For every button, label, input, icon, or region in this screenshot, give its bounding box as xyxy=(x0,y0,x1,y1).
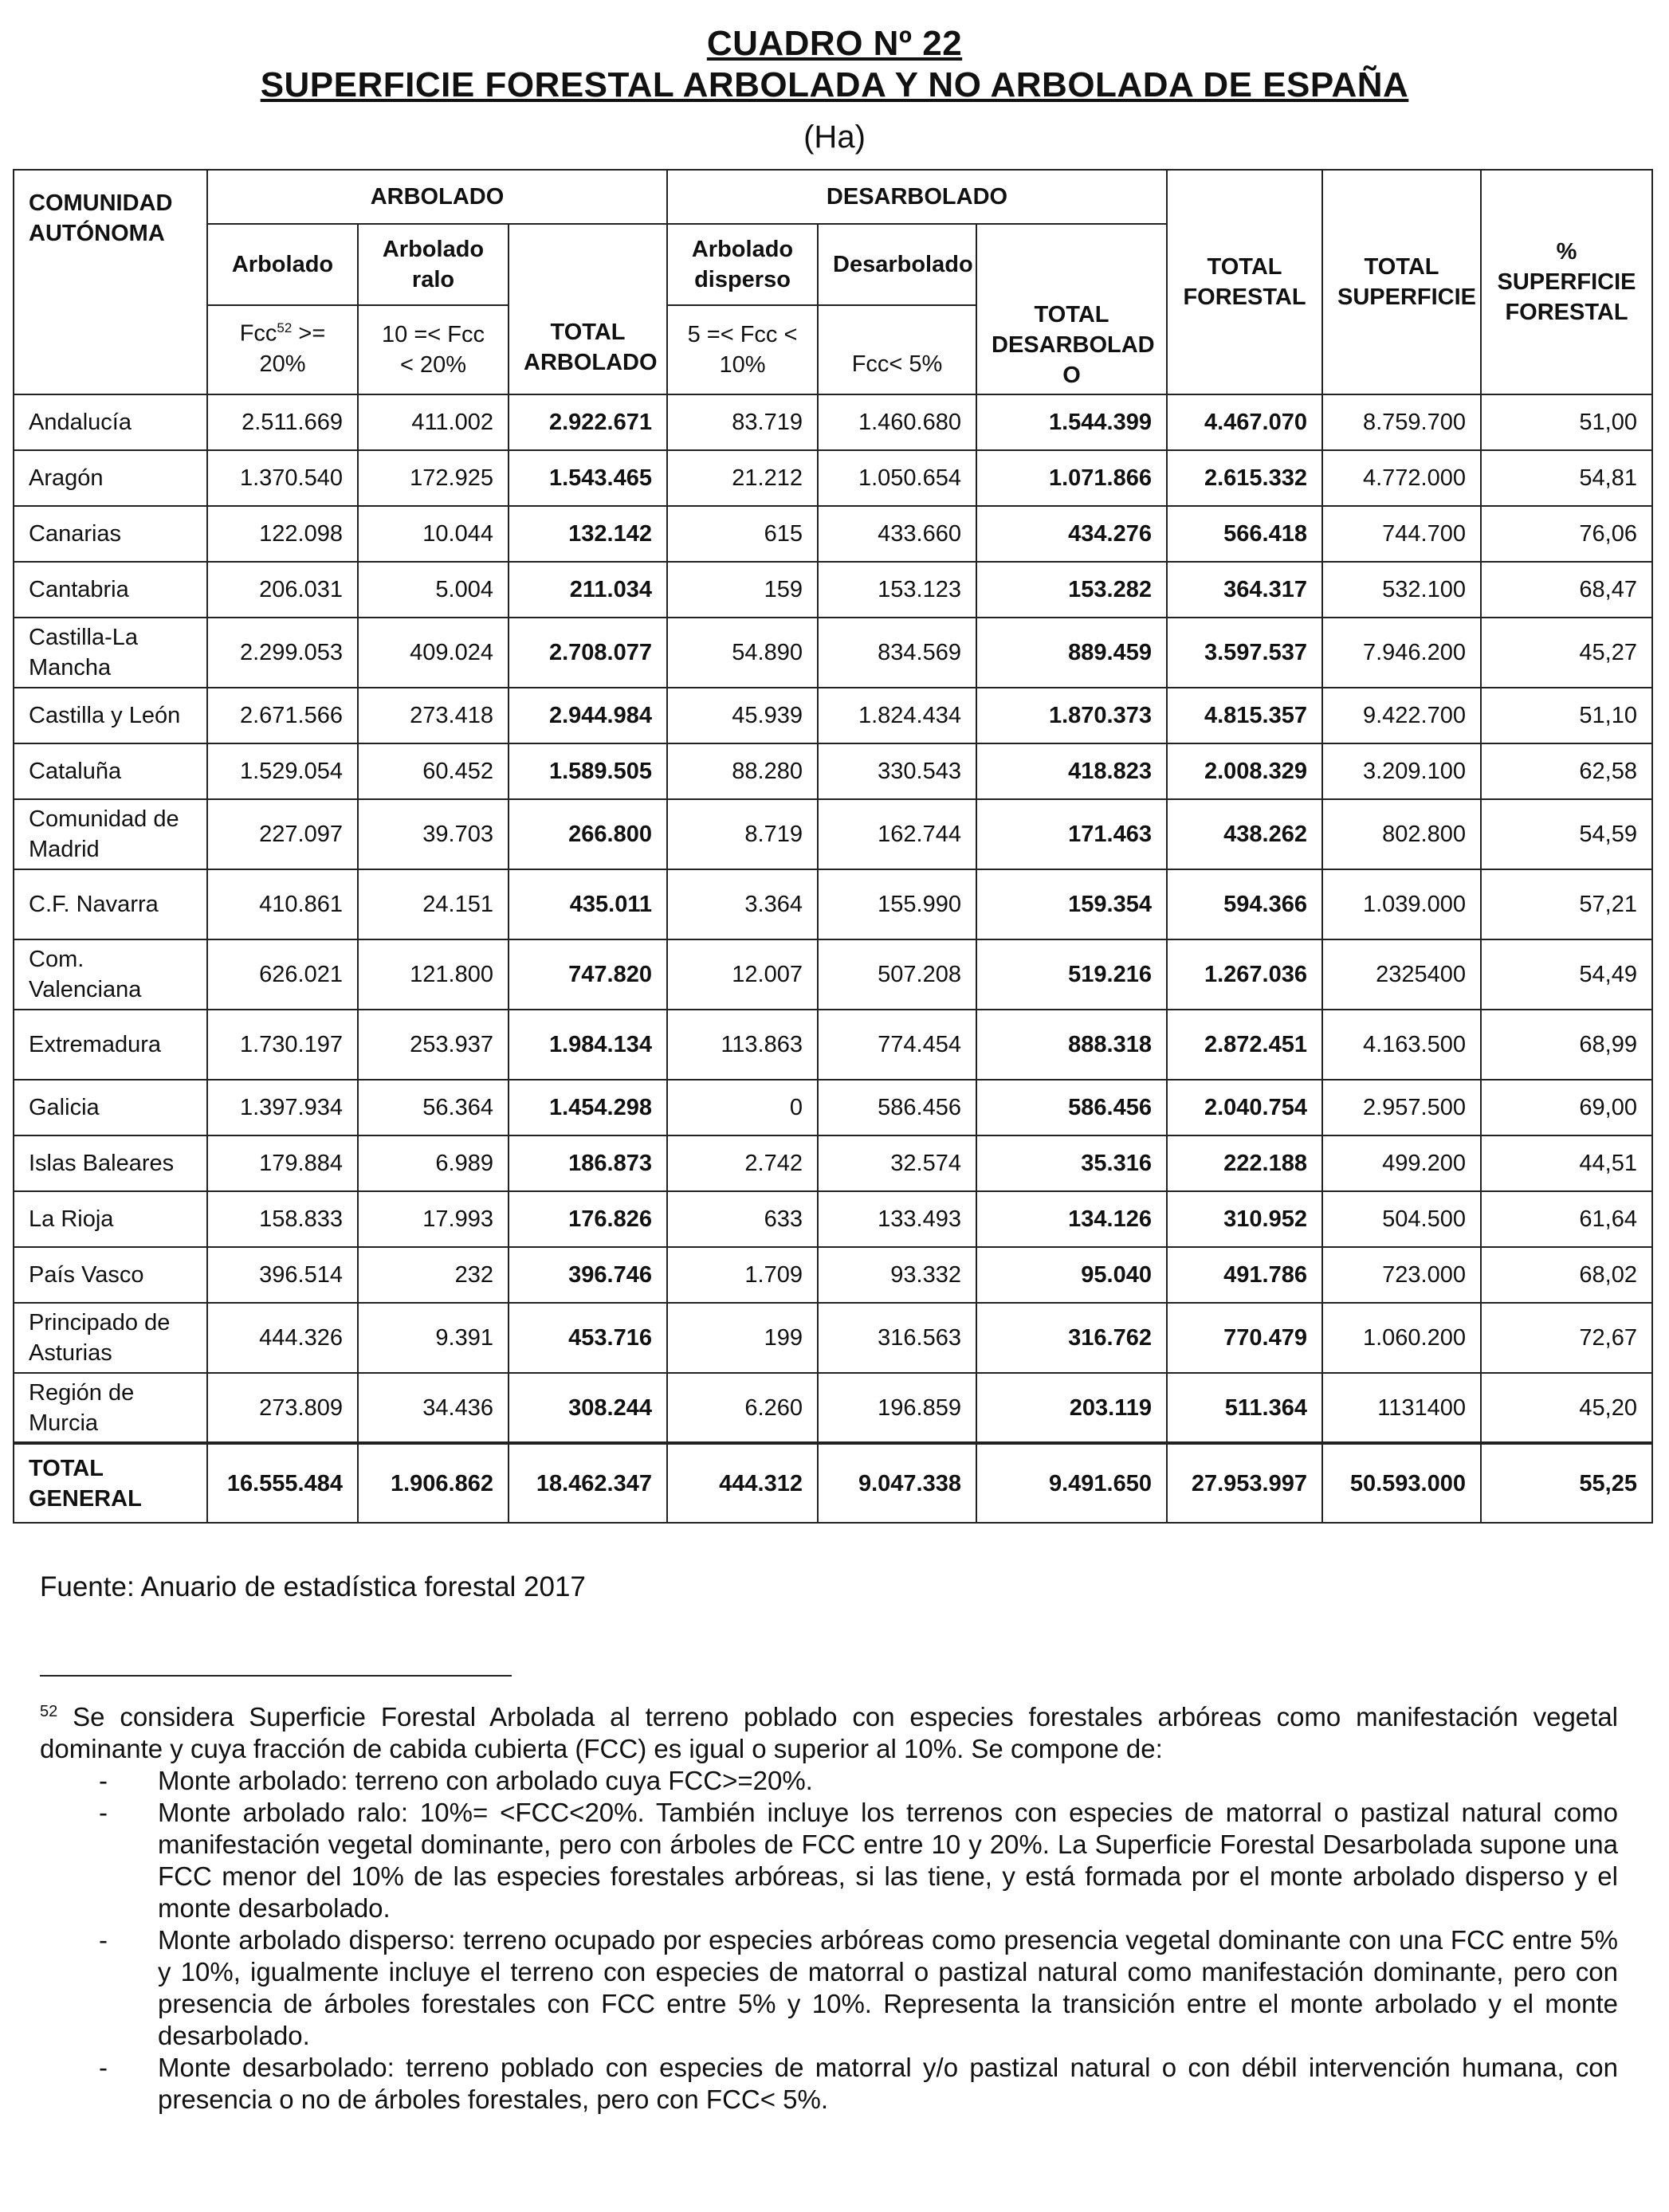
value-cell: 8.719 xyxy=(667,799,818,869)
value-cell: 834.569 xyxy=(818,618,976,688)
value-cell: 2.922.671 xyxy=(509,394,667,450)
value-cell: 61,64 xyxy=(1481,1191,1652,1247)
value-cell: 27.953.997 xyxy=(1167,1443,1322,1523)
value-cell: 1.709 xyxy=(667,1247,818,1303)
region-name-cell: Islas Baleares xyxy=(14,1135,207,1191)
value-cell: 1.906.862 xyxy=(358,1443,509,1523)
value-cell: 55,25 xyxy=(1481,1443,1652,1523)
value-cell: 155.990 xyxy=(818,869,976,939)
value-cell: 56.364 xyxy=(358,1080,509,1135)
value-cell: 330.543 xyxy=(818,743,976,799)
value-cell: 68,47 xyxy=(1481,562,1652,618)
header-comunidad: COMUNIDAD AUTÓNOMA xyxy=(14,170,207,394)
value-cell: 774.454 xyxy=(818,1010,976,1080)
value-cell: 51,00 xyxy=(1481,394,1652,450)
value-cell: 889.459 xyxy=(976,618,1167,688)
table-row xyxy=(14,688,1652,743)
table-row xyxy=(14,743,1652,799)
value-cell: 594.366 xyxy=(1167,869,1322,939)
value-cell: 211.034 xyxy=(509,562,667,618)
region-name-cell: Extremadura xyxy=(14,1010,207,1080)
value-cell: 802.800 xyxy=(1322,799,1481,869)
value-cell: 444.312 xyxy=(667,1443,818,1523)
value-cell: 172.925 xyxy=(358,450,509,506)
value-cell: 5.004 xyxy=(358,562,509,618)
header-total-arbolado: TOTAL ARBOLADO xyxy=(509,224,667,394)
footnote-item-text: Monte arbolado disperso: terreno ocupado por especies arbóreas como presencia vegetal dominante con una FCC entre 5% y 10%, igualmente incluye el terreno con especies de matorral o pastizal natural como manifestación dominante, pero con presencia de árboles forestales con FCC entre 5% y 10%. Representa la transición entre el monte arbolado y el monte desarbolado. xyxy=(158,1925,1618,2050)
footnote-dash: - xyxy=(99,2053,108,2082)
header-arbolado-disperso: Arbolado disperso xyxy=(667,224,818,305)
value-cell: 68,99 xyxy=(1481,1010,1652,1080)
value-cell: 3.364 xyxy=(667,869,818,939)
value-cell: 316.563 xyxy=(818,1303,976,1373)
region-name-cell: Canarias xyxy=(14,506,207,562)
value-cell: 1.039.000 xyxy=(1322,869,1481,939)
value-cell: 770.479 xyxy=(1167,1303,1322,1373)
value-cell: 2.299.053 xyxy=(207,618,358,688)
value-cell: 586.456 xyxy=(976,1080,1167,1135)
value-cell: 45.939 xyxy=(667,688,818,743)
value-cell: 44,51 xyxy=(1481,1135,1652,1191)
value-cell: 34.436 xyxy=(358,1373,509,1443)
value-cell: 69,00 xyxy=(1481,1080,1652,1135)
value-cell: 134.126 xyxy=(976,1191,1167,1247)
value-cell: 396.746 xyxy=(509,1247,667,1303)
value-cell: 9.491.650 xyxy=(976,1443,1167,1523)
value-cell: 54,81 xyxy=(1481,450,1652,506)
region-name-cell: La Rioja xyxy=(14,1191,207,1247)
region-name-cell: Principado de Asturias xyxy=(14,1303,207,1373)
header-desarbolado-group: DESARBOLADO xyxy=(667,170,1167,224)
value-cell: 171.463 xyxy=(976,799,1167,869)
value-cell: 72,67 xyxy=(1481,1303,1652,1373)
table-row xyxy=(14,1247,1652,1303)
footnote-intro: $^{52}$ Se considera Superficie Forestal Arbolada al terreno poblado con especies forestales arbóreas como manifestación vegetal dominante y cuya fracción de cabida cubierta (FCC) es igual o superior al 10%. Se compone de: xyxy=(40,1702,1618,1763)
value-cell: 273.809 xyxy=(207,1373,358,1443)
table-row xyxy=(14,869,1652,939)
value-cell: 433.660 xyxy=(818,506,976,562)
table-row xyxy=(14,394,1652,450)
table-row xyxy=(14,562,1652,618)
footnote-items xyxy=(40,1765,1618,2116)
value-cell: 1.370.540 xyxy=(207,450,358,506)
value-cell: 153.123 xyxy=(818,562,976,618)
value-cell: 2.040.754 xyxy=(1167,1080,1322,1135)
table-row xyxy=(14,1010,1652,1080)
table-body xyxy=(14,394,1652,1523)
value-cell: 586.456 xyxy=(818,1080,976,1135)
region-name-cell: Castilla-La Mancha xyxy=(14,618,207,688)
table-row xyxy=(14,450,1652,506)
value-cell: 50.593.000 xyxy=(1322,1443,1481,1523)
value-cell: 2.944.984 xyxy=(509,688,667,743)
table-row xyxy=(14,618,1652,688)
value-cell: 2.872.451 xyxy=(1167,1010,1322,1080)
value-cell: 35.316 xyxy=(976,1135,1167,1191)
value-cell: 1.267.036 xyxy=(1167,939,1322,1010)
value-cell: 410.861 xyxy=(207,869,358,939)
value-cell: 310.952 xyxy=(1167,1191,1322,1247)
value-cell: 54,59 xyxy=(1481,799,1652,869)
total-row xyxy=(14,1443,1652,1523)
value-cell: 499.200 xyxy=(1322,1135,1481,1191)
value-cell: 1.460.680 xyxy=(818,394,976,450)
value-cell: 9.422.700 xyxy=(1322,688,1481,743)
value-cell: 1.589.505 xyxy=(509,743,667,799)
value-cell: 121.800 xyxy=(358,939,509,1010)
value-cell: 1.071.866 xyxy=(976,450,1167,506)
value-cell: 60.452 xyxy=(358,743,509,799)
value-cell: 3.597.537 xyxy=(1167,618,1322,688)
value-cell: 54.890 xyxy=(667,618,818,688)
value-cell: 76,06 xyxy=(1481,506,1652,562)
value-cell: 45,20 xyxy=(1481,1373,1652,1443)
value-cell: 1.730.197 xyxy=(207,1010,358,1080)
value-cell: 88.280 xyxy=(667,743,818,799)
value-cell: 266.800 xyxy=(509,799,667,869)
region-name-cell: Com. Valenciana xyxy=(14,939,207,1010)
source-note: Fuente: Anuario de estadística forestal 2017 xyxy=(40,1571,586,1602)
value-cell: 57,21 xyxy=(1481,869,1652,939)
value-cell: 21.212 xyxy=(667,450,818,506)
region-name-cell: Cantabria xyxy=(14,562,207,618)
value-cell: 2.671.566 xyxy=(207,688,358,743)
header-arbolado-ralo: Arbolado ralo xyxy=(358,224,509,305)
value-cell: 1.984.134 xyxy=(509,1010,667,1080)
value-cell: 1.824.434 xyxy=(818,688,976,743)
table-number-title: CUADRO Nº 22 xyxy=(706,24,963,63)
footnote-dash: - xyxy=(99,1798,108,1827)
value-cell: 153.282 xyxy=(976,562,1167,618)
value-cell: 7.946.200 xyxy=(1322,618,1481,688)
value-cell: 18.462.347 xyxy=(509,1443,667,1523)
value-cell: 93.332 xyxy=(818,1247,976,1303)
value-cell: 1.060.200 xyxy=(1322,1303,1481,1373)
region-name-cell: Comunidad de Madrid xyxy=(14,799,207,869)
value-cell: 2.957.500 xyxy=(1322,1080,1481,1135)
value-cell: 491.786 xyxy=(1167,1247,1322,1303)
value-cell: 159.354 xyxy=(976,869,1167,939)
table-row xyxy=(14,799,1652,869)
value-cell: 133.493 xyxy=(818,1191,976,1247)
unit-label: (Ha) xyxy=(803,120,866,155)
value-cell: 507.208 xyxy=(818,939,976,1010)
value-cell: 444.326 xyxy=(207,1303,358,1373)
table-row xyxy=(14,1191,1652,1247)
value-cell: 511.364 xyxy=(1167,1373,1322,1443)
value-cell: 6.989 xyxy=(358,1135,509,1191)
value-cell: 227.097 xyxy=(207,799,358,869)
value-cell: 633 xyxy=(667,1191,818,1247)
value-cell: 6.260 xyxy=(667,1373,818,1443)
footnote-separator xyxy=(40,1675,512,1677)
value-cell: 4.815.357 xyxy=(1167,688,1322,743)
value-cell: 396.514 xyxy=(207,1247,358,1303)
value-cell: 45,27 xyxy=(1481,618,1652,688)
value-cell: 32.574 xyxy=(818,1135,976,1191)
value-cell: 2.742 xyxy=(667,1135,818,1191)
header-fcc-arbolado: Fcc$^{52}$ >= 20% xyxy=(207,305,358,394)
header-pct-superficie: % SUPERFICIE FORESTAL xyxy=(1481,170,1652,394)
header-desarbolado: Desarbolado xyxy=(818,224,976,305)
header-total-forestal: TOTAL FORESTAL xyxy=(1167,170,1322,394)
header-total-superficie: TOTAL SUPERFICIE xyxy=(1322,170,1481,394)
value-cell: 17.993 xyxy=(358,1191,509,1247)
value-cell: 2.511.669 xyxy=(207,394,358,450)
table-row xyxy=(14,1373,1652,1443)
value-cell: 222.188 xyxy=(1167,1135,1322,1191)
value-cell: 435.011 xyxy=(509,869,667,939)
region-name-cell: Cataluña xyxy=(14,743,207,799)
value-cell: 0 xyxy=(667,1080,818,1135)
forest-surface-table xyxy=(13,169,1653,1524)
value-cell: 199 xyxy=(667,1303,818,1373)
value-cell: 273.418 xyxy=(358,688,509,743)
value-cell: 723.000 xyxy=(1322,1247,1481,1303)
region-name-cell: Galicia xyxy=(14,1080,207,1135)
table-row xyxy=(14,1135,1652,1191)
header-fcc-desarbolado: Fcc< 5% xyxy=(818,305,976,394)
value-cell: 9.391 xyxy=(358,1303,509,1373)
region-name-cell: Andalucía xyxy=(14,394,207,450)
value-cell: 162.744 xyxy=(818,799,976,869)
value-cell: 1.870.373 xyxy=(976,688,1167,743)
region-name-cell: C.F. Navarra xyxy=(14,869,207,939)
header-fcc-disperso: 5 =< Fcc < 10% xyxy=(667,305,818,394)
value-cell: 2325400 xyxy=(1322,939,1481,1010)
footnote-dash: - xyxy=(99,1925,108,1955)
value-cell: 615 xyxy=(667,506,818,562)
value-cell: 4.772.000 xyxy=(1322,450,1481,506)
value-cell: 1.454.298 xyxy=(509,1080,667,1135)
footnote-dash: - xyxy=(99,1766,108,1795)
value-cell: 418.823 xyxy=(976,743,1167,799)
value-cell: 4.467.070 xyxy=(1167,394,1322,450)
header-arbolado-group: ARBOLADO xyxy=(207,170,667,224)
footnote-item xyxy=(40,1924,1618,2052)
value-cell: 532.100 xyxy=(1322,562,1481,618)
footnote-item xyxy=(40,1797,1618,1924)
value-cell: 1131400 xyxy=(1322,1373,1481,1443)
footnote-item-text: Monte arbolado: terreno con arbolado cuya FCC>=20%. xyxy=(158,1766,813,1795)
header-total-desarbolado: TOTAL DESARBOLAD O xyxy=(976,224,1167,394)
value-cell: 159 xyxy=(667,562,818,618)
region-name-cell: TOTAL GENERAL xyxy=(14,1443,207,1523)
value-cell: 10.044 xyxy=(358,506,509,562)
region-name-cell: Región de Murcia xyxy=(14,1373,207,1443)
value-cell: 179.884 xyxy=(207,1135,358,1191)
value-cell: 8.759.700 xyxy=(1322,394,1481,450)
value-cell: 122.098 xyxy=(207,506,358,562)
table-row xyxy=(14,506,1652,562)
value-cell: 364.317 xyxy=(1167,562,1322,618)
value-cell: 253.937 xyxy=(358,1010,509,1080)
value-cell: 308.244 xyxy=(509,1373,667,1443)
value-cell: 1.544.399 xyxy=(976,394,1167,450)
value-cell: 411.002 xyxy=(358,394,509,450)
value-cell: 409.024 xyxy=(358,618,509,688)
region-name-cell: Aragón xyxy=(14,450,207,506)
value-cell: 316.762 xyxy=(976,1303,1167,1373)
region-name-cell: País Vasco xyxy=(14,1247,207,1303)
table-row xyxy=(14,1080,1652,1135)
header-fcc-ralo: 10 =< Fcc < 20% xyxy=(358,305,509,394)
value-cell: 744.700 xyxy=(1322,506,1481,562)
value-cell: 1.397.934 xyxy=(207,1080,358,1135)
value-cell: 113.863 xyxy=(667,1010,818,1080)
value-cell: 1.543.465 xyxy=(509,450,667,506)
value-cell: 453.716 xyxy=(509,1303,667,1373)
value-cell: 438.262 xyxy=(1167,799,1322,869)
footnote-item xyxy=(40,1765,1618,1797)
value-cell: 12.007 xyxy=(667,939,818,1010)
value-cell: 3.209.100 xyxy=(1322,743,1481,799)
value-cell: 39.703 xyxy=(358,799,509,869)
region-name-cell: Castilla y León xyxy=(14,688,207,743)
value-cell: 747.820 xyxy=(509,939,667,1010)
value-cell: 888.318 xyxy=(976,1010,1167,1080)
value-cell: 68,02 xyxy=(1481,1247,1652,1303)
value-cell: 176.826 xyxy=(509,1191,667,1247)
value-cell: 54,49 xyxy=(1481,939,1652,1010)
footnote-number: 52 xyxy=(40,1703,58,1720)
value-cell: 232 xyxy=(358,1247,509,1303)
value-cell: 1.529.054 xyxy=(207,743,358,799)
value-cell: 132.142 xyxy=(509,506,667,562)
footnote-item-text: Monte desarbolado: terreno poblado con especies de matorral y/o pastizal natural o con débil intervención humana, con presencia o no de árboles forestales, pero con FCC< 5%. xyxy=(158,2053,1618,2114)
footnote-item xyxy=(40,2052,1618,2116)
footnote xyxy=(40,1696,1618,2116)
value-cell: 566.418 xyxy=(1167,506,1322,562)
value-cell: 62,58 xyxy=(1481,743,1652,799)
table-title: SUPERFICIE FORESTAL ARBOLADA Y NO ARBOLADA DE ESPAÑA xyxy=(260,65,1409,104)
value-cell: 626.021 xyxy=(207,939,358,1010)
value-cell: 203.119 xyxy=(976,1373,1167,1443)
value-cell: 1.050.654 xyxy=(818,450,976,506)
value-cell: 519.216 xyxy=(976,939,1167,1010)
value-cell: 95.040 xyxy=(976,1247,1167,1303)
value-cell: 2.708.077 xyxy=(509,618,667,688)
value-cell: 2.615.332 xyxy=(1167,450,1322,506)
value-cell: 158.833 xyxy=(207,1191,358,1247)
value-cell: 196.859 xyxy=(818,1373,976,1443)
value-cell: 9.047.338 xyxy=(818,1443,976,1523)
value-cell: 83.719 xyxy=(667,394,818,450)
value-cell: 434.276 xyxy=(976,506,1167,562)
value-cell: 186.873 xyxy=(509,1135,667,1191)
value-cell: 24.151 xyxy=(358,869,509,939)
header-arbolado: Arbolado xyxy=(207,224,358,305)
value-cell: 4.163.500 xyxy=(1322,1010,1481,1080)
value-cell: 504.500 xyxy=(1322,1191,1481,1247)
value-cell: 16.555.484 xyxy=(207,1443,358,1523)
value-cell: 206.031 xyxy=(207,562,358,618)
table-row xyxy=(14,1303,1652,1373)
value-cell: 51,10 xyxy=(1481,688,1652,743)
footnote-item-text: Monte arbolado ralo: 10%= <FCC<20%. También incluye los terrenos con especies de matorral o pastizal natural como manifestación vegetal dominante, pero con árboles de FCC entre 10 y 20%. La Superficie Forestal Desarbolada supone una FCC menor del 10% de las especies forestales arbóreas, si las tiene, y está formada por el monte arbolado disperso y el monte desarbolado. xyxy=(158,1798,1618,1923)
value-cell: 2.008.329 xyxy=(1167,743,1322,799)
table-row xyxy=(14,939,1652,1010)
